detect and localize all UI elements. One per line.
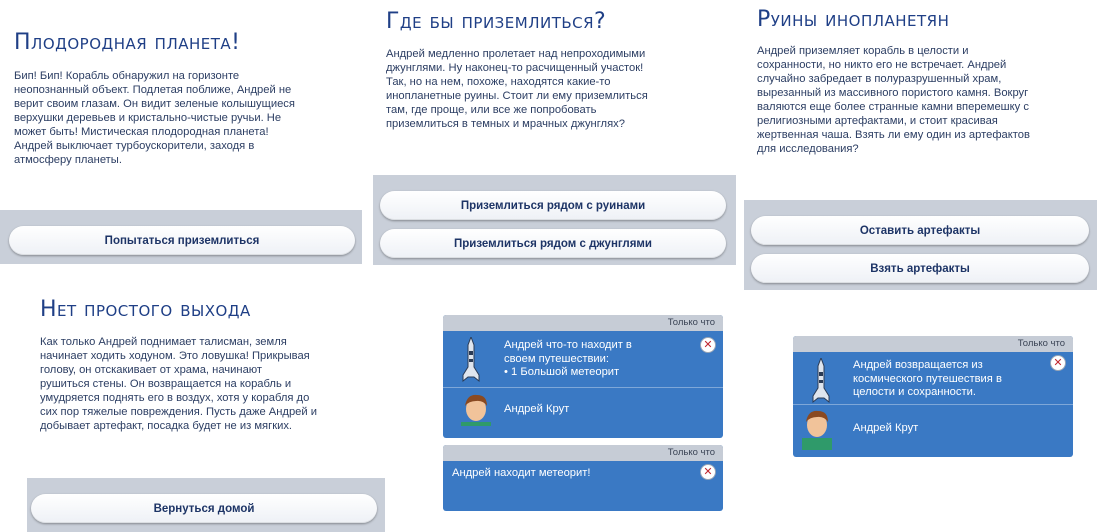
try-landing-button[interactable]: Попытаться приземлиться <box>9 226 355 255</box>
dialog-title: Руины инопланетян <box>757 7 950 32</box>
dialog-text: Как только Андрей поднимает талисман, земля начинает ходить ходуном. Это ловушка! Прикрывая голову, он отскакивает от храма, начинают рушиться стены. Он возвращается на корабль и умудряется поднять его в воздух, хотя у корабля до сих пор тяжелые повреждения. Пусть даже Андрей и добывает артефакт, посадка будет не из мягких. <box>40 336 317 432</box>
dialog-title: Плодородная планета! <box>14 30 241 55</box>
notification-divider <box>793 404 1073 405</box>
sim-name: Андрей Крут <box>504 403 570 415</box>
land-near-ruins-button[interactable]: Приземлиться рядом с руинами <box>380 191 726 220</box>
rocket-icon <box>810 358 832 404</box>
take-artifacts-button[interactable]: Взять артефакты <box>751 254 1089 283</box>
dialog-title: Нет простого выхода <box>40 297 251 322</box>
dialog-button-bar <box>373 175 736 265</box>
sim-portrait-icon <box>798 408 836 450</box>
return-home-button[interactable]: Вернуться домой <box>31 494 377 523</box>
land-near-jungle-button[interactable]: Приземлиться рядом с джунглями <box>380 229 726 258</box>
leave-artifacts-button[interactable]: Оставить артефакты <box>751 216 1089 245</box>
sim-portrait-icon <box>457 392 495 426</box>
close-notification-button[interactable]: ✕ <box>700 464 716 480</box>
rocket-icon <box>460 337 482 383</box>
close-notification-button[interactable]: ✕ <box>700 337 716 353</box>
dialog-button-bar <box>0 210 362 264</box>
notification-divider <box>443 387 723 388</box>
sim-name: Андрей Крут <box>853 422 919 434</box>
dialog-text: Бип! Бип! Корабль обнаружил на горизонте неопознанный объект. Подлетая поближе, Андрей не верит своим глазам. Он видит зеленые колышущиеся верхушки деревьев и кристально-чистые ручьи. Не может быть! Мистическая плодородная планета! Андрей выключает турбоускорители, заходя в атмосферу планеты. <box>14 70 295 166</box>
notification-found-meteorite <box>443 445 723 511</box>
dialog-text: Андрей приземляет корабль в целости и сохранности, но никто его не встречает. Андрей случайно забредает в полуразрушенный храм, вырезанный из массивного пористого камня. Вокруг валяются еще более странные камни вперемешку с религиозными артефактами, и стоит красивая жертвенная чаша. Взять ли ему один из артефактов для исследования? <box>757 45 1030 155</box>
notification-text: Андрей что-то находит в своем путешествии: • 1 Большой метеорит <box>504 339 632 378</box>
notification-time: Только что <box>443 315 723 331</box>
notification-returned-safely <box>793 336 1073 457</box>
notification-text: Андрей находит метеорит! <box>452 467 591 479</box>
notification-time: Только что <box>793 336 1073 352</box>
dialog-button-bar <box>27 478 385 532</box>
notification-text: Андрей возвращается из космического путешествия в целости и сохранности. <box>853 359 1002 398</box>
sim-avatar <box>798 408 836 450</box>
dialog-title: Где бы приземлиться? <box>386 9 607 34</box>
notification-found-meteorite-item <box>443 315 723 438</box>
close-notification-button[interactable]: ✕ <box>1050 355 1066 371</box>
sim-avatar <box>457 392 495 426</box>
dialog-text: Андрей медленно пролетает над непроходимыми джунглями. Ну наконец-то расчищенный участок! Так, но на нем, похоже, находятся какие-то инопланетные руины. Стоит ли ему приземлиться там, где проще, или все же попробовать приземлиться в темных и мрачных джунглях? <box>386 48 648 130</box>
dialog-button-bar <box>744 200 1097 290</box>
notification-time: Только что <box>443 445 723 461</box>
